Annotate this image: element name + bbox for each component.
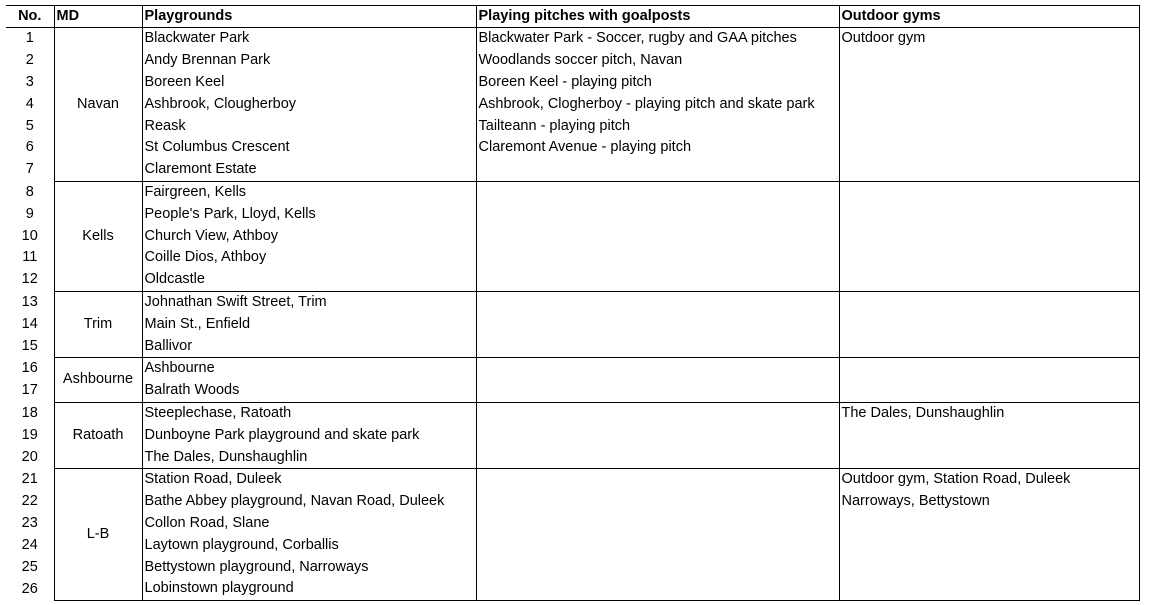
table-row <box>6 313 1139 335</box>
playground-cell: Steeplechase, Ratoath <box>142 402 476 424</box>
row-number: 17 <box>21 382 38 399</box>
playground-cell: Balrath Woods <box>142 380 476 402</box>
row-number: 22 <box>21 493 38 510</box>
pitch-cell <box>476 556 839 578</box>
table-row <box>6 137 1139 159</box>
md-cell: L-B <box>54 468 142 600</box>
header-pitches: Playing pitches with goalposts <box>476 6 839 28</box>
gym-cell <box>839 446 1139 468</box>
pitch-cell <box>476 468 839 490</box>
row-number: 5 <box>25 117 34 134</box>
playground-cell: Fairgreen, Kells <box>142 181 476 203</box>
md-cell: Kells <box>54 181 142 291</box>
gym-cell <box>839 291 1139 313</box>
table-row <box>6 269 1139 291</box>
pitch-cell <box>476 491 839 513</box>
playground-cell: Oldcastle <box>142 269 476 291</box>
playground-cell: Ballivor <box>142 335 476 357</box>
table-body <box>6 28 1139 601</box>
playground-cell: Laytown playground, Corballis <box>142 534 476 556</box>
gym-cell <box>839 335 1139 357</box>
playground-cell: Bathe Abbey playground, Navan Road, Duleek <box>142 491 476 513</box>
gym-cell <box>839 50 1139 72</box>
playground-cell: Ashbrook, Clougherboy <box>142 93 476 115</box>
gym-cell <box>839 72 1139 94</box>
playground-cell: Andy Brennan Park <box>142 50 476 72</box>
playground-cell: People's Park, Lloyd, Kells <box>142 203 476 225</box>
facilities-table <box>6 5 1140 601</box>
playground-cell: Main St., Enfield <box>142 313 476 335</box>
playground-cell: Blackwater Park <box>142 28 476 50</box>
pitch-cell: Woodlands soccer pitch, Navan <box>476 50 839 72</box>
table-row <box>6 335 1139 357</box>
table-row <box>6 50 1139 72</box>
gym-cell <box>839 357 1139 379</box>
row-number: 6 <box>25 139 34 156</box>
md-cell: Navan <box>54 28 142 182</box>
playground-cell: Reask <box>142 115 476 137</box>
pitch-cell <box>476 446 839 468</box>
gym-cell <box>839 159 1139 181</box>
pitch-cell <box>476 291 839 313</box>
pitch-cell <box>476 159 839 181</box>
playground-cell: Station Road, Duleek <box>142 468 476 490</box>
table-row <box>6 93 1139 115</box>
pitch-cell <box>476 578 839 600</box>
playground-cell: Boreen Keel <box>142 72 476 94</box>
playground-cell: The Dales, Dunshaughlin <box>142 446 476 468</box>
playground-cell: Church View, Athboy <box>142 225 476 247</box>
md-cell: Ratoath <box>54 402 142 468</box>
row-number: 11 <box>22 249 38 266</box>
table-row <box>6 225 1139 247</box>
pitch-cell: Claremont Avenue - playing pitch <box>476 137 839 159</box>
table-row <box>6 513 1139 535</box>
pitch-cell <box>476 269 839 291</box>
gym-cell <box>839 556 1139 578</box>
table-row <box>6 578 1139 600</box>
row-number: 26 <box>21 580 38 597</box>
row-number: 20 <box>21 448 38 465</box>
row-number: 24 <box>21 536 38 553</box>
row-number: 15 <box>21 337 38 354</box>
gym-cell <box>839 93 1139 115</box>
row-number: 14 <box>21 315 38 332</box>
table-row <box>6 357 1139 379</box>
row-number: 12 <box>21 271 38 288</box>
playground-cell: St Columbus Crescent <box>142 137 476 159</box>
table-row <box>6 534 1139 556</box>
row-number: 2 <box>25 52 34 69</box>
gym-cell <box>839 115 1139 137</box>
row-number: 8 <box>25 183 34 200</box>
table-row <box>6 380 1139 402</box>
header-playgrounds: Playgrounds <box>142 6 476 28</box>
table-row <box>6 446 1139 468</box>
table-row <box>6 424 1139 446</box>
gym-cell <box>839 513 1139 535</box>
pitch-cell <box>476 247 839 269</box>
pitch-cell <box>476 181 839 203</box>
playground-cell: Ashbourne <box>142 357 476 379</box>
pitch-cell <box>476 225 839 247</box>
table-row <box>6 291 1139 313</box>
gym-cell <box>839 203 1139 225</box>
gym-cell <box>839 181 1139 203</box>
header-row <box>6 6 1139 28</box>
pitch-cell <box>476 424 839 446</box>
row-number: 21 <box>21 471 38 488</box>
pitch-cell <box>476 203 839 225</box>
table-row <box>6 72 1139 94</box>
row-number: 10 <box>21 227 38 244</box>
table-row <box>6 491 1139 513</box>
playground-cell: Johnathan Swift Street, Trim <box>142 291 476 313</box>
row-number: 3 <box>25 73 34 90</box>
table-row <box>6 28 1139 50</box>
pitch-cell: Ashbrook, Clogherboy - playing pitch and skate park <box>476 93 839 115</box>
gym-cell <box>839 225 1139 247</box>
playground-cell: Claremont Estate <box>142 159 476 181</box>
playground-cell: Lobinstown playground <box>142 578 476 600</box>
table-row <box>6 203 1139 225</box>
row-number: 7 <box>25 161 34 178</box>
gym-cell <box>839 534 1139 556</box>
pitch-cell <box>476 335 839 357</box>
gym-cell: Outdoor gym, Station Road, Duleek <box>839 468 1139 490</box>
row-number: 4 <box>25 95 34 112</box>
pitch-cell <box>476 402 839 424</box>
row-number: 16 <box>21 360 38 377</box>
playground-cell: Coille Dios, Athboy <box>142 247 476 269</box>
table-row <box>6 247 1139 269</box>
row-number: 23 <box>21 514 38 531</box>
gym-cell <box>839 578 1139 600</box>
table-row <box>6 468 1139 490</box>
pitch-cell: Boreen Keel - playing pitch <box>476 72 839 94</box>
table-row <box>6 181 1139 203</box>
table-row <box>6 159 1139 181</box>
playground-cell: Bettystown playground, Narroways <box>142 556 476 578</box>
gym-cell <box>839 247 1139 269</box>
md-cell: Ashbourne <box>54 357 142 402</box>
pitch-cell <box>476 357 839 379</box>
table-row <box>6 115 1139 137</box>
pitch-cell: Tailteann - playing pitch <box>476 115 839 137</box>
playground-cell: Dunboyne Park playground and skate park <box>142 424 476 446</box>
header-no: No. <box>6 6 54 28</box>
pitch-cell <box>476 513 839 535</box>
row-number: 25 <box>21 558 38 575</box>
table-row <box>6 402 1139 424</box>
pitch-cell: Blackwater Park - Soccer, rugby and GAA pitches <box>476 28 839 50</box>
header-md: MD <box>54 6 142 28</box>
gym-cell: The Dales, Dunshaughlin <box>839 402 1139 424</box>
gym-cell: Narroways, Bettystown <box>839 491 1139 513</box>
playground-cell: Collon Road, Slane <box>142 513 476 535</box>
gym-cell <box>839 137 1139 159</box>
row-number: 9 <box>25 205 34 222</box>
header-gyms: Outdoor gyms <box>839 6 1139 28</box>
table-row <box>6 556 1139 578</box>
pitch-cell <box>476 313 839 335</box>
gym-cell <box>839 269 1139 291</box>
pitch-cell <box>476 534 839 556</box>
gym-cell <box>839 380 1139 402</box>
md-cell: Trim <box>54 291 142 357</box>
row-number: 13 <box>21 293 38 310</box>
gym-cell <box>839 424 1139 446</box>
gym-cell: Outdoor gym <box>839 28 1139 50</box>
row-number: 18 <box>21 404 38 421</box>
pitch-cell <box>476 380 839 402</box>
row-number: 1 <box>25 30 34 47</box>
row-number: 19 <box>21 426 38 443</box>
gym-cell <box>839 313 1139 335</box>
